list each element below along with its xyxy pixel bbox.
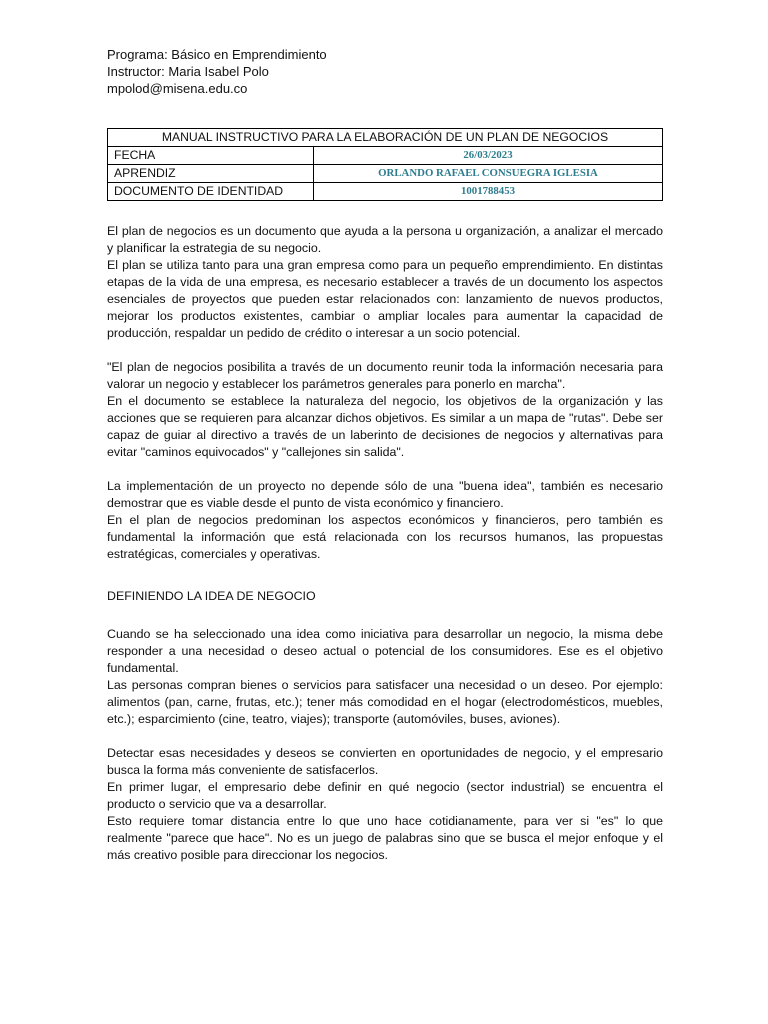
id-document-value: 1001788453 xyxy=(314,183,663,201)
table-title: MANUAL INSTRUCTIVO PARA LA ELABORACIÓN DE UN PLAN DE NEGOCIOS xyxy=(108,129,663,147)
date-label: FECHA xyxy=(108,147,314,165)
program-line: Programa: Básico en Emprendimiento xyxy=(107,47,327,62)
body-paragraph: "El plan de negocios posibilita a través de un documento reunir toda la información necesaria para valorar un negocio y establecer los parámetros generales para ponerlo en marcha". xyxy=(107,360,663,391)
body-paragraph: La implementación de un proyecto no depende sólo de una "buena idea", también es necesario demostrar que es viable desde el punto de vista económico y financiero. xyxy=(107,479,663,510)
section-heading: DEFINIENDO LA IDEA DE NEGOCIO xyxy=(107,589,316,603)
table-row xyxy=(108,165,663,183)
body-paragraph: En el documento se establece la naturaleza del negocio, los objetivos de la organización y las acciones que se requieren para alcanzar dichos objetivos. Es similar a un mapa de "rutas". Debe ser capaz de guiar al directivo a través de un laberinto de decisiones de negocios y alternativas para evitar "caminos equivocados" y "callejones sin salida". xyxy=(107,394,663,459)
table-row xyxy=(108,183,663,201)
table-row xyxy=(108,147,663,165)
body-paragraph: El plan de negocios es un documento que ayuda a la persona u organización, a analizar el mercado y planificar la estrategia de su negocio. xyxy=(107,224,663,255)
body-paragraph: En el plan de negocios predominan los aspectos económicos y financieros, pero también es fundamental la información que está relacionada con los recursos humanos, las propuestas estratégicas, comerciales y operativas. xyxy=(107,513,663,561)
date-value: 26/03/2023 xyxy=(314,147,663,165)
body-paragraph: El plan se utiliza tanto para una gran empresa como para un pequeño emprendimiento. En distintas etapas de la vida de una empresa, es necesario establecer a través de un documento los aspectos esenciales de proyectos que pueden estar relacionados con: lanzamiento de nuevos productos, mejorar los productos existentes, cambiar o ampliar locales para aumentar la capacidad de producción, respaldar un pedido de crédito o interesar a un socio potencial. xyxy=(107,258,663,340)
email-line: mpolod@misena.edu.co xyxy=(107,81,248,96)
instructor-line: Instructor: Maria Isabel Polo xyxy=(107,64,269,79)
id-document-label: DOCUMENTO DE IDENTIDAD xyxy=(108,183,314,201)
learner-value: ORLANDO RAFAEL CONSUEGRA IGLESIA xyxy=(314,165,663,183)
body-paragraph: Cuando se ha seleccionado una idea como iniciativa para desarrollar un negocio, la misma debe responder a una necesidad o deseo actual o potencial de los consumidores. Ese es el objetivo fundamental. xyxy=(107,627,663,675)
body-paragraph: Esto requiere tomar distancia entre lo que uno hace cotidianamente, para ver si "es" lo que realmente "parece que hace". No es un juego de palabras sino que se busca el mejor enfoque y el más creativo posible para direccionar los negocios. xyxy=(107,814,663,862)
info-table xyxy=(107,128,663,201)
learner-label: APRENDIZ xyxy=(108,165,314,183)
table-title-row xyxy=(108,129,663,147)
document-page xyxy=(107,46,663,864)
body-paragraph: Las personas compran bienes o servicios para satisfacer una necesidad o un deseo. Por ejemplo: alimentos (pan, carne, frutas, etc.); tener más comodidad en el hogar (electrodomésticos, muebles, etc.); esparcimiento (cine, teatro, viajes); transporte (automóviles, buses, aviones). xyxy=(107,678,663,726)
body-paragraph: En primer lugar, el empresario debe definir en qué negocio (sector industrial) se encuentra el producto o servicio que va a desarrollar. xyxy=(107,780,663,811)
body-paragraph: Detectar esas necesidades y deseos se convierten en oportunidades de negocio, y el empresario busca la forma más conveniente de satisfacerlos. xyxy=(107,746,663,777)
